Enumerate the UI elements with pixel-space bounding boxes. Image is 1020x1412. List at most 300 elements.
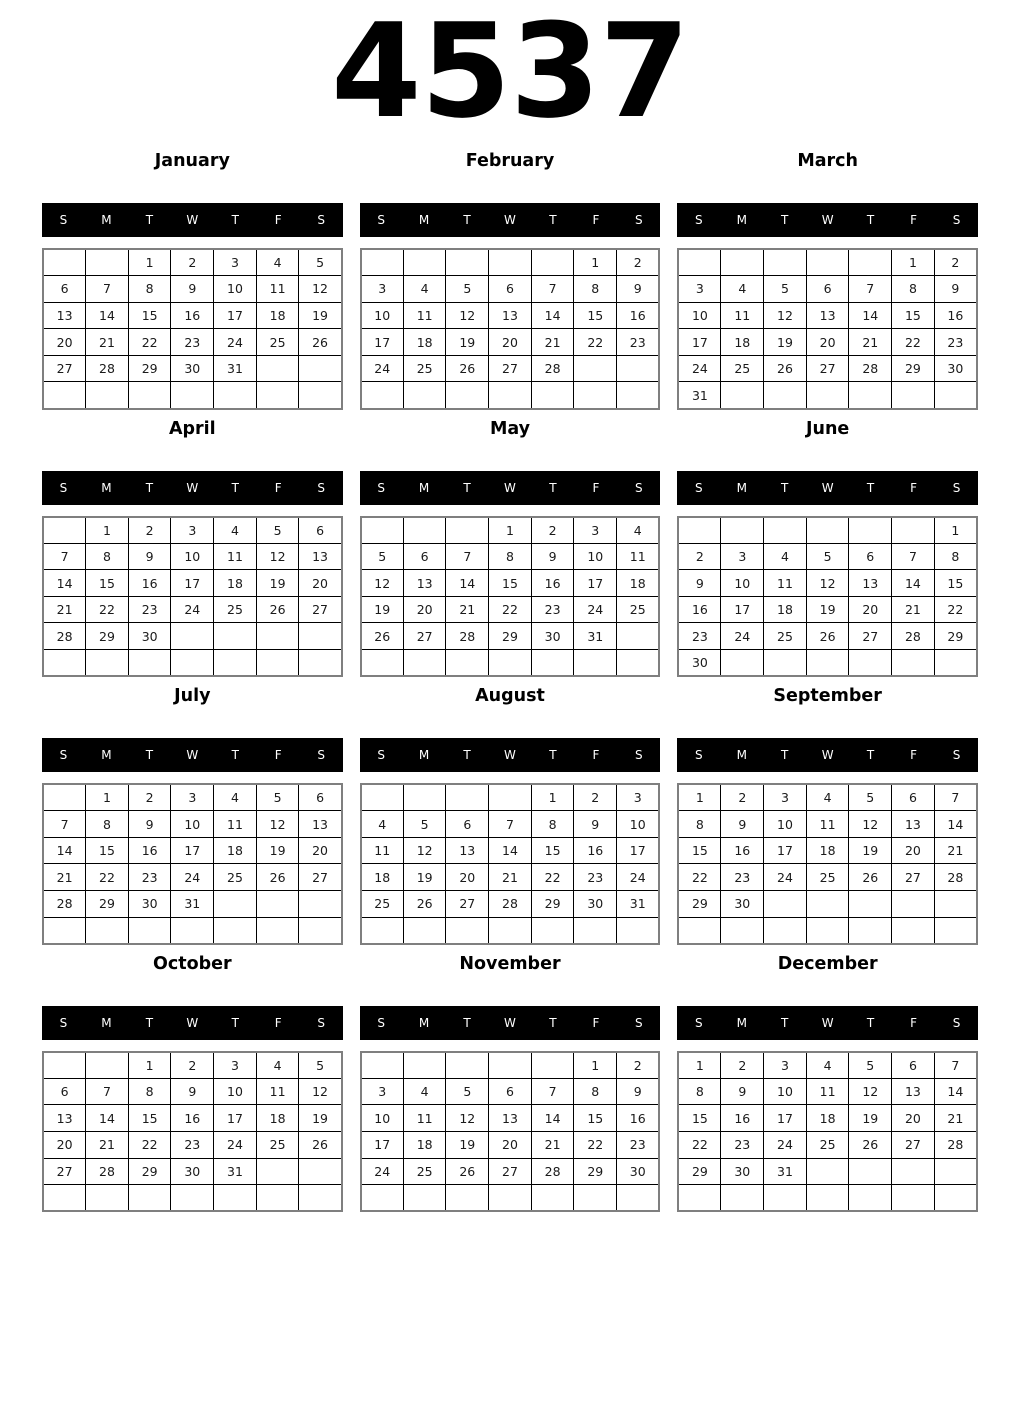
week-row: [43, 517, 342, 544]
day-cell: [806, 1185, 849, 1212]
day-cell: 21: [849, 329, 892, 356]
day-cell: 6: [892, 1052, 935, 1079]
day-cell: [128, 382, 171, 409]
day-cell: [617, 1185, 660, 1212]
day-cell: 27: [489, 355, 532, 382]
day-cell: [531, 249, 574, 276]
day-cell: 9: [617, 1078, 660, 1105]
day-cell: 16: [617, 1105, 660, 1132]
weekday-label: M: [736, 213, 747, 227]
week-row: [678, 650, 977, 677]
day-cell: 13: [43, 1105, 86, 1132]
weekday-label: T: [463, 480, 471, 495]
day-cell: [678, 917, 721, 944]
day-cell: 1: [128, 249, 171, 276]
day-cell: [721, 249, 764, 276]
day-cell: 7: [934, 1052, 977, 1079]
day-cell: 29: [86, 891, 129, 918]
weekday-header: [360, 203, 661, 237]
day-cell: 27: [892, 1131, 935, 1158]
weekday-label: W: [504, 480, 516, 495]
day-cell: 23: [617, 1131, 660, 1158]
weekday-label: M: [736, 1015, 747, 1030]
weekday-label: S: [317, 480, 325, 495]
day-cell: [43, 517, 86, 544]
weekday-label: T: [549, 748, 557, 763]
weekday-label: F: [592, 213, 600, 227]
day-cell: 4: [764, 543, 807, 570]
day-cell: [678, 1185, 721, 1212]
day-cell: [489, 249, 532, 276]
day-cell: 19: [361, 596, 404, 623]
day-cell: 20: [299, 570, 342, 597]
day-cell: 10: [764, 811, 807, 838]
day-cell: 4: [403, 276, 446, 303]
week-row: [678, 837, 977, 864]
week-row: [678, 864, 977, 891]
day-cell: 29: [678, 1158, 721, 1185]
day-cell: 23: [171, 329, 214, 356]
day-cell: [531, 917, 574, 944]
day-cell: [361, 917, 404, 944]
weekday-label: T: [463, 213, 471, 227]
weekday-label: M: [101, 213, 112, 227]
day-cell: 27: [849, 623, 892, 650]
day-cell: 10: [361, 302, 404, 329]
months-grid: [0, 150, 1020, 1212]
day-cell: 3: [764, 784, 807, 811]
week-row: [678, 596, 977, 623]
month-block: [677, 953, 978, 1213]
week-row: [43, 543, 342, 570]
day-cell: 8: [678, 811, 721, 838]
day-cell: 29: [128, 355, 171, 382]
weekday-label: F: [910, 1015, 917, 1030]
weekday-label: T: [781, 213, 789, 227]
day-cell: 24: [678, 355, 721, 382]
day-cell: 1: [86, 784, 129, 811]
day-cell: 13: [849, 570, 892, 597]
day-cell: 26: [299, 1131, 342, 1158]
day-cell: [934, 1185, 977, 1212]
day-cell: [806, 891, 849, 918]
week-row: [361, 837, 660, 864]
day-cell: [128, 650, 171, 677]
day-cell: [892, 1185, 935, 1212]
month-title: August: [475, 686, 545, 707]
day-cell: 30: [128, 623, 171, 650]
day-cell: [489, 784, 532, 811]
weekday-header: [42, 471, 343, 505]
week-row: [361, 811, 660, 838]
day-cell: 1: [678, 784, 721, 811]
day-cell: [214, 1185, 257, 1212]
day-cell: 21: [934, 837, 977, 864]
day-cell: [764, 382, 807, 409]
month-title: November: [459, 953, 561, 974]
weekday-label: W: [821, 1015, 834, 1030]
week-row: [678, 249, 977, 276]
day-cell: [361, 784, 404, 811]
weekday-label: S: [635, 1015, 643, 1030]
weekday-label: F: [592, 480, 600, 495]
day-cell: 16: [171, 1105, 214, 1132]
day-cell: [531, 382, 574, 409]
day-cell: 9: [171, 1078, 214, 1105]
weekday-label: F: [910, 213, 917, 227]
day-cell: [531, 1052, 574, 1079]
week-row: [43, 570, 342, 597]
day-cell: 22: [86, 864, 129, 891]
day-cell: 11: [361, 837, 404, 864]
day-cell: 19: [299, 1105, 342, 1132]
day-cell: 13: [403, 570, 446, 597]
weekday-label: S: [952, 1015, 961, 1030]
day-cell: 1: [678, 1052, 721, 1079]
day-cell: 28: [934, 864, 977, 891]
day-cell: 23: [128, 596, 171, 623]
day-cell: 2: [617, 1052, 660, 1079]
day-cell: 11: [256, 1078, 299, 1105]
month-block: [360, 953, 661, 1213]
week-row: [361, 891, 660, 918]
weekday-header: [677, 738, 978, 772]
day-cell: 6: [299, 517, 342, 544]
day-cell: 7: [446, 543, 489, 570]
day-cell: 5: [403, 811, 446, 838]
day-cell: 6: [849, 543, 892, 570]
day-cell: 3: [171, 784, 214, 811]
day-cell: 10: [574, 543, 617, 570]
day-cell: 27: [489, 1158, 532, 1185]
day-cell: 17: [361, 329, 404, 356]
day-cell: 30: [574, 891, 617, 918]
day-cell: [446, 517, 489, 544]
day-cell: 24: [171, 596, 214, 623]
day-cell: 19: [849, 1105, 892, 1132]
day-cell: 8: [574, 276, 617, 303]
day-cell: 22: [128, 329, 171, 356]
week-row: [43, 1131, 342, 1158]
week-row: [43, 811, 342, 838]
day-cell: [849, 249, 892, 276]
weekday-label: S: [952, 480, 961, 495]
day-cell: 21: [86, 329, 129, 356]
day-cell: 14: [892, 570, 935, 597]
week-row: [361, 596, 660, 623]
day-cell: 26: [299, 329, 342, 356]
day-cell: 14: [934, 1078, 977, 1105]
day-cell: 5: [361, 543, 404, 570]
weekday-label: W: [821, 748, 834, 763]
day-cell: 25: [214, 864, 257, 891]
day-cell: 29: [892, 355, 935, 382]
day-cell: 3: [764, 1052, 807, 1079]
day-cell: 7: [892, 543, 935, 570]
month-title: March: [797, 151, 858, 171]
week-row: [43, 596, 342, 623]
day-cell: 17: [361, 1131, 404, 1158]
day-cell: [299, 382, 342, 409]
month-grid: [360, 248, 661, 410]
day-cell: [446, 650, 489, 677]
day-cell: 10: [171, 811, 214, 838]
day-cell: 19: [446, 329, 489, 356]
day-cell: 5: [849, 784, 892, 811]
day-cell: [403, 1185, 446, 1212]
day-cell: [86, 917, 129, 944]
day-cell: [256, 623, 299, 650]
day-cell: [721, 1185, 764, 1212]
day-cell: [849, 917, 892, 944]
day-cell: [214, 623, 257, 650]
month-title: July: [174, 686, 211, 707]
day-cell: [806, 1158, 849, 1185]
day-cell: 30: [934, 355, 977, 382]
week-row: [43, 650, 342, 677]
day-cell: 9: [574, 811, 617, 838]
week-row: [43, 891, 342, 918]
week-row: [361, 1052, 660, 1079]
day-cell: [764, 891, 807, 918]
weekday-label: W: [504, 1015, 516, 1030]
day-cell: [446, 784, 489, 811]
day-cell: [43, 382, 86, 409]
weekday-label: S: [377, 1015, 385, 1030]
day-cell: [299, 1185, 342, 1212]
day-cell: [574, 382, 617, 409]
day-cell: [617, 623, 660, 650]
weekday-label: F: [274, 748, 282, 763]
day-cell: 12: [806, 570, 849, 597]
day-cell: 7: [849, 276, 892, 303]
day-cell: [574, 917, 617, 944]
day-cell: 14: [86, 302, 129, 329]
day-cell: [849, 1158, 892, 1185]
day-cell: 15: [934, 570, 977, 597]
week-row: [361, 355, 660, 382]
day-cell: 8: [531, 811, 574, 838]
day-cell: [171, 1185, 214, 1212]
day-cell: 8: [934, 543, 977, 570]
day-cell: [171, 623, 214, 650]
week-row: [678, 1105, 977, 1132]
day-cell: 24: [361, 1158, 404, 1185]
week-row: [43, 917, 342, 944]
day-cell: 28: [531, 1158, 574, 1185]
day-cell: [214, 917, 257, 944]
day-cell: 14: [446, 570, 489, 597]
month-block: [42, 953, 343, 1213]
day-cell: 24: [361, 355, 404, 382]
day-cell: 23: [617, 329, 660, 356]
day-cell: 12: [361, 570, 404, 597]
weekday-label: F: [592, 748, 600, 763]
day-cell: 2: [128, 517, 171, 544]
day-cell: 10: [361, 1105, 404, 1132]
day-cell: 10: [721, 570, 764, 597]
day-cell: 21: [43, 596, 86, 623]
day-cell: 28: [86, 355, 129, 382]
day-cell: 1: [531, 784, 574, 811]
day-cell: 12: [256, 543, 299, 570]
day-cell: 29: [574, 1158, 617, 1185]
day-cell: 15: [489, 570, 532, 597]
weekday-label: T: [463, 1015, 471, 1030]
day-cell: [489, 1185, 532, 1212]
day-cell: [764, 1185, 807, 1212]
day-cell: 8: [678, 1078, 721, 1105]
day-cell: 4: [403, 1078, 446, 1105]
day-cell: 30: [721, 891, 764, 918]
day-cell: 6: [489, 1078, 532, 1105]
week-row: [43, 382, 342, 409]
day-cell: 22: [934, 596, 977, 623]
day-cell: 6: [43, 1078, 86, 1105]
day-cell: 1: [934, 517, 977, 544]
day-cell: 16: [574, 837, 617, 864]
day-cell: 15: [128, 1105, 171, 1132]
day-cell: 9: [128, 543, 171, 570]
weekday-label: T: [231, 748, 239, 763]
day-cell: 18: [617, 570, 660, 597]
day-cell: 4: [256, 249, 299, 276]
weekday-label: S: [377, 480, 385, 495]
month-block: [677, 418, 978, 678]
day-cell: [43, 784, 86, 811]
day-cell: 10: [214, 1078, 257, 1105]
day-cell: 22: [678, 864, 721, 891]
day-cell: 20: [489, 329, 532, 356]
day-cell: 14: [43, 837, 86, 864]
weekday-label: F: [910, 480, 917, 495]
day-cell: 5: [806, 543, 849, 570]
day-cell: 24: [214, 329, 257, 356]
day-cell: 19: [849, 837, 892, 864]
day-cell: 16: [721, 1105, 764, 1132]
week-row: [678, 891, 977, 918]
weekday-label: S: [317, 1015, 325, 1030]
day-cell: 9: [721, 811, 764, 838]
day-cell: 11: [806, 811, 849, 838]
weekday-label: S: [952, 213, 961, 227]
day-cell: [299, 623, 342, 650]
day-cell: 21: [531, 1131, 574, 1158]
week-row: [361, 570, 660, 597]
day-cell: 17: [721, 596, 764, 623]
day-cell: 28: [446, 623, 489, 650]
month-block: [360, 150, 661, 410]
day-cell: [43, 650, 86, 677]
day-cell: [361, 249, 404, 276]
day-cell: 14: [489, 837, 532, 864]
day-cell: 26: [446, 1158, 489, 1185]
day-cell: 13: [806, 302, 849, 329]
day-cell: [764, 517, 807, 544]
day-cell: 12: [446, 302, 489, 329]
day-cell: [214, 891, 257, 918]
day-cell: 16: [617, 302, 660, 329]
week-row: [361, 1131, 660, 1158]
weekday-label: T: [145, 480, 154, 495]
day-cell: 13: [489, 1105, 532, 1132]
day-cell: [256, 891, 299, 918]
day-cell: 14: [531, 302, 574, 329]
day-cell: [86, 249, 129, 276]
day-cell: [574, 1185, 617, 1212]
day-cell: 22: [574, 1131, 617, 1158]
day-cell: 4: [361, 811, 404, 838]
day-cell: 7: [489, 811, 532, 838]
weekday-label: S: [59, 213, 68, 227]
day-cell: 2: [128, 784, 171, 811]
day-cell: 9: [934, 276, 977, 303]
day-cell: 8: [128, 276, 171, 303]
day-cell: 7: [86, 1078, 129, 1105]
day-cell: 30: [721, 1158, 764, 1185]
weekday-label: S: [635, 213, 643, 227]
day-cell: 26: [446, 355, 489, 382]
weekday-label: W: [186, 480, 199, 495]
weekday-header: [677, 203, 978, 237]
day-cell: 28: [892, 623, 935, 650]
month-block: [677, 685, 978, 945]
day-cell: 5: [849, 1052, 892, 1079]
day-cell: 13: [43, 302, 86, 329]
day-cell: [934, 917, 977, 944]
day-cell: 20: [489, 1131, 532, 1158]
day-cell: 26: [256, 596, 299, 623]
day-cell: 27: [806, 355, 849, 382]
weekday-header: [360, 1006, 661, 1040]
day-cell: 5: [299, 249, 342, 276]
weekday-header: [677, 471, 978, 505]
day-cell: 23: [128, 864, 171, 891]
week-row: [361, 1158, 660, 1185]
weekday-header: [42, 738, 343, 772]
week-row: [43, 355, 342, 382]
day-cell: 28: [43, 891, 86, 918]
day-cell: 25: [361, 891, 404, 918]
week-row: [361, 623, 660, 650]
day-cell: 13: [892, 1078, 935, 1105]
day-cell: 10: [214, 276, 257, 303]
day-cell: 16: [531, 570, 574, 597]
day-cell: [256, 1185, 299, 1212]
day-cell: 4: [214, 784, 257, 811]
week-row: [361, 249, 660, 276]
day-cell: 16: [934, 302, 977, 329]
month-title: January: [154, 151, 230, 171]
day-cell: [934, 1158, 977, 1185]
day-cell: 2: [678, 543, 721, 570]
day-cell: 28: [531, 355, 574, 382]
day-cell: 28: [86, 1158, 129, 1185]
day-cell: 9: [128, 811, 171, 838]
weekday-label: S: [377, 213, 385, 227]
day-cell: [446, 249, 489, 276]
weekday-label: S: [59, 1015, 68, 1030]
day-cell: 8: [128, 1078, 171, 1105]
day-cell: 31: [574, 623, 617, 650]
weekday-label: T: [145, 213, 154, 227]
day-cell: 15: [892, 302, 935, 329]
day-cell: 3: [574, 517, 617, 544]
day-cell: 20: [446, 864, 489, 891]
weekday-label: T: [866, 213, 875, 227]
day-cell: 18: [214, 837, 257, 864]
day-cell: 20: [806, 329, 849, 356]
